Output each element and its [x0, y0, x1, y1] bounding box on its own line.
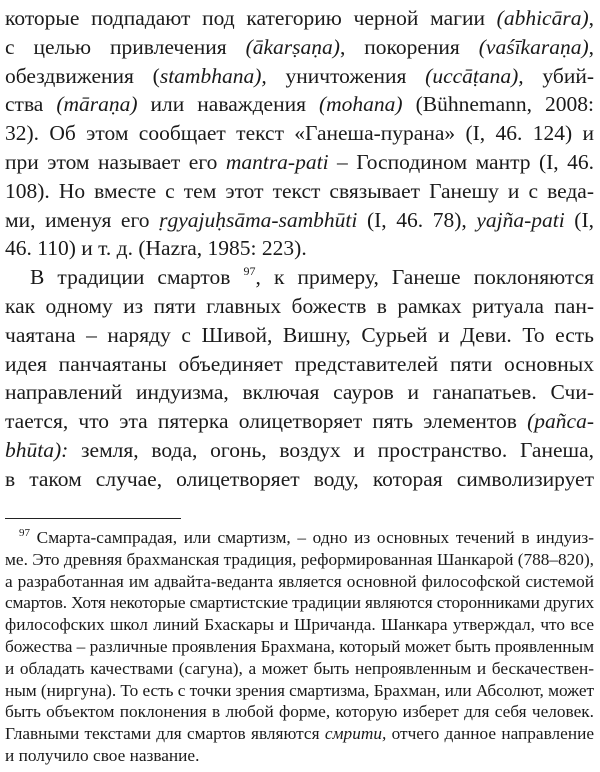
paragraph-line-text [5, 206, 594, 235]
text-run: тается, что эта пятерка олицетворяет пять элементов [5, 409, 528, 434]
text-run: ме. Это древняя брахманская традиция, реформированная Шанкарой (788–820), [5, 549, 594, 569]
paragraph-line-text [30, 263, 594, 292]
text-run: земля, вода, огонь, воздух и пространство. Ганеша, [68, 437, 594, 462]
italic-term: stambhana), [159, 63, 267, 88]
paragraph-line-text [5, 33, 594, 62]
footnote-separator [5, 518, 181, 519]
footnote-line [5, 614, 595, 636]
italic-term: mantra-pati [225, 149, 329, 174]
footnote-line [5, 527, 595, 549]
text-run: философских школ линий Бхаскары и Шричанда. Шанкара утверждал, что все [5, 615, 595, 635]
footnote-line-text [5, 745, 199, 767]
paragraph-line [5, 321, 595, 350]
text-run: смартов. Хотя некоторые смартистские традиции являются сторонниками других [5, 593, 595, 613]
text-run: которые подпадают под категорию черной магии [5, 6, 497, 30]
text-run: идея панчаятаны объединяет представителей пяти основных [5, 351, 594, 376]
text-run: божества – различные проявления Брахмана, который может быть проявленным [5, 636, 594, 656]
paragraph-line [5, 119, 595, 148]
paragraph-line [5, 378, 595, 407]
text-run: , [588, 6, 594, 30]
paragraph-line-text [5, 378, 594, 407]
paragraph-line [5, 90, 595, 119]
italic-term: (uccāṭana), [425, 63, 524, 88]
footnote-line [5, 701, 595, 723]
text-run: отчего данное направление [386, 724, 594, 744]
footnote-line-text [5, 658, 594, 680]
paragraph-line-text [5, 177, 594, 206]
text-run: 46. 110) и т. д. (Hazra, 1985: 223). [5, 236, 307, 261]
italic-term: (vaśīkaraṇa) [478, 34, 589, 59]
footnote-line [5, 745, 595, 767]
text-run: Главными текстами для смартов являются [5, 724, 325, 744]
text-run: при этом называет его [5, 149, 226, 174]
paragraph-line [5, 436, 595, 465]
text-run: ми, именуя его [5, 207, 160, 232]
paragraph-line [5, 206, 595, 235]
text-run: и получило свое название. [5, 745, 200, 765]
paragraph-line-text [5, 321, 594, 350]
paragraph-line-text [5, 148, 594, 177]
paragraph [5, 4, 595, 263]
paragraph-line [5, 148, 595, 177]
text-run: с целью привлечения [5, 34, 246, 59]
footnote-line [5, 549, 595, 571]
footnote-line [5, 592, 595, 614]
footnote-line-text [5, 549, 594, 571]
text-run: (I, 46. 78), [357, 207, 477, 232]
paragraph-line [5, 234, 595, 263]
paragraph-line-text [5, 292, 594, 321]
paragraph-line [5, 177, 595, 206]
text-run: чаятана – наряду с Шивой, Вишну, Сурьей и Деви. То есть [5, 322, 594, 347]
paragraph-line-text [5, 90, 594, 119]
footnote-line-text [19, 527, 594, 549]
paragraph-line [5, 292, 595, 321]
italic-term: (abhicāra) [496, 6, 589, 30]
paragraph-line [5, 407, 595, 436]
text-run: ства [5, 92, 57, 117]
paragraph-line-text [5, 234, 307, 263]
text-run: (Bühnemann, 2008: [402, 92, 594, 117]
text-run: , к примеру, Ганеше поклоняются [255, 265, 595, 290]
footnote-reference: 97 [19, 527, 30, 539]
footnote-line [5, 680, 595, 702]
paragraph-line [5, 263, 595, 292]
italic-term: yajña-pati [476, 207, 565, 232]
paragraph-line [5, 33, 595, 62]
text-run: – Господином мантр (I, 46. [328, 149, 594, 174]
footnote-line-text [5, 592, 594, 614]
text-run: обездвижения ( [5, 63, 160, 88]
text-run: убий- [523, 63, 595, 88]
text-run: , [588, 34, 595, 59]
italic-term: (mohana) [318, 92, 403, 117]
text-run: В традиции смартов [30, 265, 244, 290]
paragraph-line-text [5, 436, 594, 465]
text-run: (I, [564, 207, 595, 232]
paragraph-line [5, 62, 595, 91]
paragraph-line-text [5, 119, 594, 148]
footnote-line-text [5, 680, 594, 702]
text-run: а разработанная им адвайта-веданта является основной философской системой [5, 571, 594, 591]
text-run: и обладать качествами (сагуна), а может быть непроявленным и бескачествен- [5, 658, 594, 678]
text-run: уничтожения [266, 63, 426, 88]
paragraph-line-text [5, 62, 594, 91]
footnote-line [5, 636, 595, 658]
footnote-line-text [5, 701, 594, 723]
footnote-line-text [5, 723, 594, 745]
paragraph-line-text [5, 350, 594, 379]
footnote-line-text [5, 614, 594, 636]
footnote-line [5, 658, 595, 680]
italic-term: (māraṇa) [56, 92, 138, 117]
text-run: или наваждения [137, 92, 319, 117]
italic-term: (pañca- [527, 409, 594, 434]
italic-term: (ākarṣaṇa) [245, 34, 340, 59]
footnote-line-text [5, 636, 594, 658]
footnote-line [5, 571, 595, 593]
paragraph [5, 263, 595, 493]
text-run: в таком случае, олицетворяет воду, которая символизирует [5, 466, 594, 491]
text-run: как одному из пяти главных божеств в рамках ритуала пан- [5, 293, 594, 318]
footnote [5, 527, 595, 767]
italic-term: ṛgyajuḥsāma-sambhūti [159, 207, 358, 232]
paragraph-line-text [5, 465, 594, 494]
italic-term: смрити, [324, 724, 387, 744]
footnote-line-text [5, 571, 594, 593]
italic-term: bhūta): [5, 437, 69, 462]
text-run: 32). Об этом сообщает текст «Ганеша-пурана» (I, 46. 124) и [5, 121, 594, 146]
text-run: , покорения [339, 34, 479, 59]
text-run: 108). Но вместе с тем этот текст связывает Ганешу и с веда- [5, 178, 594, 203]
text-run: быть объектом поклонения в любой форме, которую изберет для себя человек. [5, 702, 594, 722]
paragraph-line-text [5, 4, 594, 33]
paragraph-line-text [5, 407, 594, 436]
footnote-line [5, 723, 595, 745]
text-run: направлений индуизма, включая сауров и ганапатьев. Счи- [5, 380, 594, 405]
paragraph-line [5, 350, 595, 379]
paragraph-line [5, 4, 595, 33]
footnote-reference: 97 [243, 264, 256, 279]
paragraph-line [5, 465, 595, 494]
text-run: Смарта-сампрадая, или смартизм, – одно из основных течений в индуиз- [30, 528, 594, 547]
text-run: ным (ниргуна). То есть с точки зрения смартизма, Брахман, или Абсолют, может [5, 680, 594, 700]
main-text [5, 4, 595, 494]
